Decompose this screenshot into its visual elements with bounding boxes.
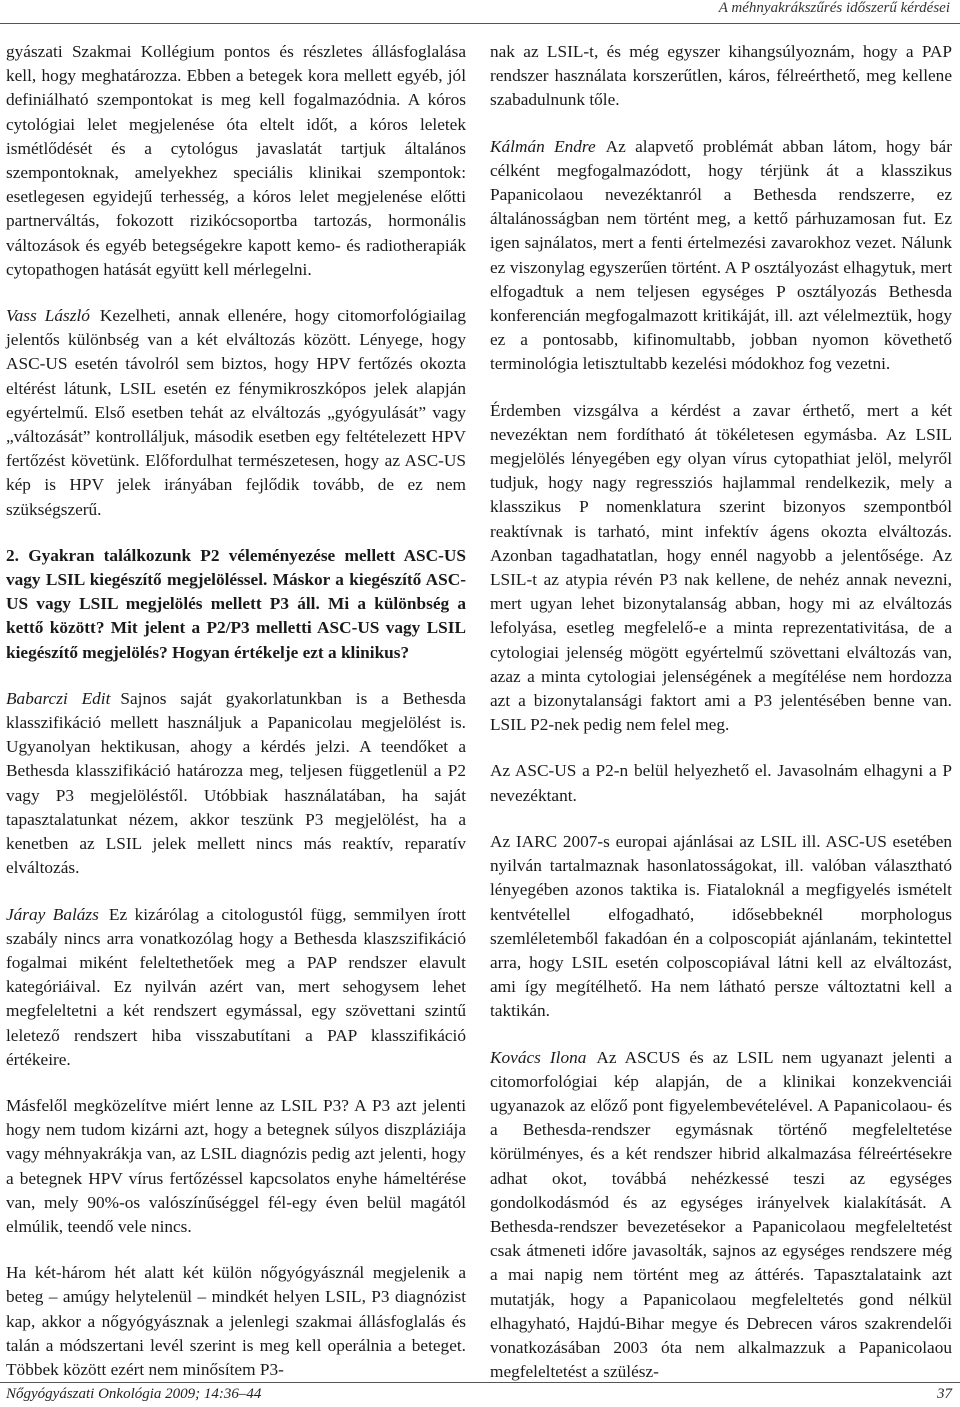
left-column bbox=[6, 40, 466, 1382]
right-column bbox=[490, 40, 952, 1384]
answer-jaray bbox=[6, 903, 466, 1072]
speaker-name: Kovács Ilona bbox=[490, 1047, 587, 1067]
answer-vass bbox=[6, 304, 466, 522]
paragraph: Az IARC 2007-s europai ajánlásai az LSIL ill. ASC-US esetében nyilván tartalmaznak hasonlatosságokat, ill. valóban választható lényegében azonos taktika is. Fiataloknál a megfigyelés ismételt kentvétellel elfogadható, idősebbeknél morphologus szemléletemből fakadóan én a colposcopiát ajánlanám, tekintettel arra, hogy LSIL esetén colposcopiával látni kell az elváltozást, ami így megítélhető. Ha nem látható persze változtatni kell a taktikán. bbox=[490, 831, 952, 1021]
answer-kalman bbox=[490, 135, 952, 377]
header-divider bbox=[0, 23, 960, 24]
answer-text: Ez kizárólag a citologustól függ, semmilyen írott szabály nincs arra vonatkozólag hogy a Bethesda klaszszifikáció fogalmai miként feleltethetőek meg a PAP rendszer elavult kategóriáival. Ez nyilván azért van, mert sehogysem lehet megfeleltetni a két rendszert egymással, egy szövettani szintű leletező rendszert hiba visszabutítani a PAP klasszifikáció értékeire. bbox=[6, 904, 466, 1069]
paragraph: Érdemben vizsgálva a kérdést a zavar érthető, mert a két nevezéktan nem fordítható át tökéletesen egymásba. Az LSIL megjelölés lényegében egy olyan vírus cytopathiat jelöl, melyről tudjuk, hogy nagy regressziós hajlammal rendelkezik, mely a klasszikus P nomenklatura szerint bizonyos szempontból reaktívnak is tarható, mint infektív ágens okozta elváltozás. Azonban tagadhatatlan, hogy ennél nagyobb a jelentősége. Az LSIL-t az atypia révén P3 nak kellene, de nehéz annak nevezni, mert ugyan lehet bizonytalanság abban, hogy mi az elváltozás lefolyása, esetleg megfelelő-e a minta reprezentativitása, de a cytologiai jelenség mögött egyértelmű szövettani elváltozás van, azaz a minta cytologiai jelenségének a megítélése nem hordozza azt a bizonytalansági faktort ami a P3 jelentésében benne van. LSIL P2-nek pedig nem felel meg. bbox=[490, 400, 952, 735]
speaker-name: Babarczi Edit bbox=[6, 688, 111, 708]
answer-text: Sajnos saját gyakorlatunkban is a Bethesda klasszifikáció mellett használjuk a Papanicolau megjelölést is. Ugyanolyan hektikusan, ahogy a kérdés jelzi. A teendőket a Bethesda klasszifikáció határozza meg, teljesen függetlenül a P2 vagy P3 megjelöléstől. Utóbbiak használatában, ha saját tapasztalatunkat nézem, akkor teszünk P3 megjelölést, ha a kenetben az LSIL jelek mellett nincs más reaktív, reparatív elváltozás. bbox=[6, 688, 466, 878]
paragraph: gyászati Szakmai Kollégium pontos és részletes állásfoglalása kell, hogy meghatározza. Ebben a betegek kora mellett egyéb, jól definiálható szempontokat is meg kell fogalmazódnia. A kóros cytológiai lelet megjelenése óta eltelt időt, a kóros leletek ismétlődését és a cytológus javaslatát tartjuk általános szempontoknak, amelyekhez speciális klinikai szempontok: esetlegesen egyidejű terhesség, a kóros lelet megjelenése előtti partnerváltás, fokozott rizikócsoportba tartozás, hormonális változások és egyéb betegségekre kapott kemo- és radiotherapiák cytopathogen hatását együtt kell mérlegelni. bbox=[6, 42, 466, 279]
answer-text: Kezelheti, annak ellenére, hogy citomorfológiailag jelentős különbség van a két elváltozás között. Lényege, hogy ASC-US esetén távolról sem biztos, hogy HPV fertőzés okozta eltérést látunk, LSIL esetén ez fénymikroszkópos jelek alapján egyértelmű. Első esetben tehát az elváltozás „gyógyulását” vagy „változását” kontrolláljuk, második esetben egy feltételezett HPV fertőzést követünk. Előfordulhat természetesen, hogy az ASC-US kép is HPV jelek irányában fejlődik tovább, de ez nem szükségszerű. bbox=[6, 306, 466, 519]
paragraph: Az ASC-US a P2-n belül helyezhető el. Javasolnám elhagyni a P nevezéktant. bbox=[490, 761, 952, 805]
speaker-name: Járay Balázs bbox=[6, 904, 99, 924]
answer-kovacs bbox=[490, 1046, 952, 1385]
page-number: 37 bbox=[937, 1386, 952, 1402]
answer-babarczi bbox=[6, 687, 466, 881]
running-title: A méhnyakrákszűrés időszerű kérdései bbox=[718, 0, 950, 16]
answer-text: Az ASCUS és az LSIL nem ugyanazt jelenti a citomorfológiai kép alapján, de a klinikai konzekvenciái ugyanazok az előző pont figyelembevételével. A Papanicolaou- és a Bethesda-rendszer egymásnak történő megfeleltetése körülményes, és a két rendszer hibrid alkalmazása félreértésekre adhat okot, továbbá nehézkessé teszi az egységes gondolkodásmód és az egységes irányelvek kialakítását. A Bethesda-rendszer bevezetésekor a Papanicolaou megfeleltetést csak átmeneti időre javasolták, sajnos az egységes rendszere még a mai napig nem történt meg az áttérés. Tapasztalataink azt mutatják, hogy a Papanicolaou megfeleltetés gond nélkül elhagyható, Hajdú-Bihar megye és Debrecen város szakrendelői vonatkozásában 2003 óta nem alkalmazzuk a Papanicolaou megfeleltetést a szülész- bbox=[490, 1047, 952, 1382]
footer-divider bbox=[0, 1382, 960, 1383]
answer-text: Az alapvető problémát abban látom, hogy bár célként megfogalmazódott, hogy térjünk át a klasszikus Papanicolaou nevezéktanról a Bethesda rendszerre, ez általánosságban nem történt meg, a kettő párhuzamosan fut. Ez igen sajnálatos, mert a fenti értelmezési zavarokhoz vezet. Nálunk ez viszonylag egyszerűen történt. A P osztályozást elhagytuk, mert elfogadtuk a nem teljesen egységes P osztályozás Bethesda konferencián megfogalmazott kritikáját, ill. azt vélelmeztük, hogy ez a pontosabb, kifinomultabb, jobban nyomon követhető terminológia letisztultabb kezelési módokhoz fog vezetni. bbox=[490, 136, 952, 374]
speaker-name: Kálmán Endre bbox=[490, 136, 596, 156]
question-heading: 2. Gyakran találkozunk P2 véleményezése mellett ASC-US vagy LSIL kiegészítő megjelöléssel. Máskor a kiegészítő ASC-US vagy LSIL megjelölés mellett P3 áll. Mi a különbség a kettő között? Mit jelent a P2/P3 melletti ASC-US vagy LSIL kiegészítő megjelölés? Hogyan értékelje ezt a klinikus? bbox=[6, 545, 466, 662]
speaker-name: Vass László bbox=[6, 306, 90, 326]
paragraph: nak az LSIL-t, és még egyszer kihangsúlyoznám, hogy a PAP rendszer használata korszerűtlen, káros, félreérthető, meg kellene szabadulnunk tőle. bbox=[490, 42, 952, 110]
journal-citation: Nőgyógyászati Onkológia 2009; 14:36–44 bbox=[6, 1386, 262, 1402]
paragraph: Másfelől megközelítve miért lenne az LSIL P3? A P3 azt jelenti hogy nem tudom kizárni azt, hogy a betegnek súlyos diszpláziája vagy méhnyakrákja van, az LSIL diagnózis pedig azt jelenti, hogy a betegnek HPV vírus fertőzéssel kapcsolatos enyhe hámeltérése van, mely 90%-os valószínűséggel fél-egy éven belül magától elmúlik, teendő vele nincs. bbox=[6, 1095, 466, 1236]
paragraph: Ha két-három hét alatt két külön nőgyógyásznál megjelenik a beteg – amúgy helytelenül – mindkét helyen LSIL, P3 diagnózist kap, akkor a nőgyógyásznak a jelenlegi szakmai állásfoglalás és talán a módszertani levél szerint is meg kell operálnia a beteget. Többek között ezért nem minősítem P3- bbox=[6, 1263, 466, 1379]
